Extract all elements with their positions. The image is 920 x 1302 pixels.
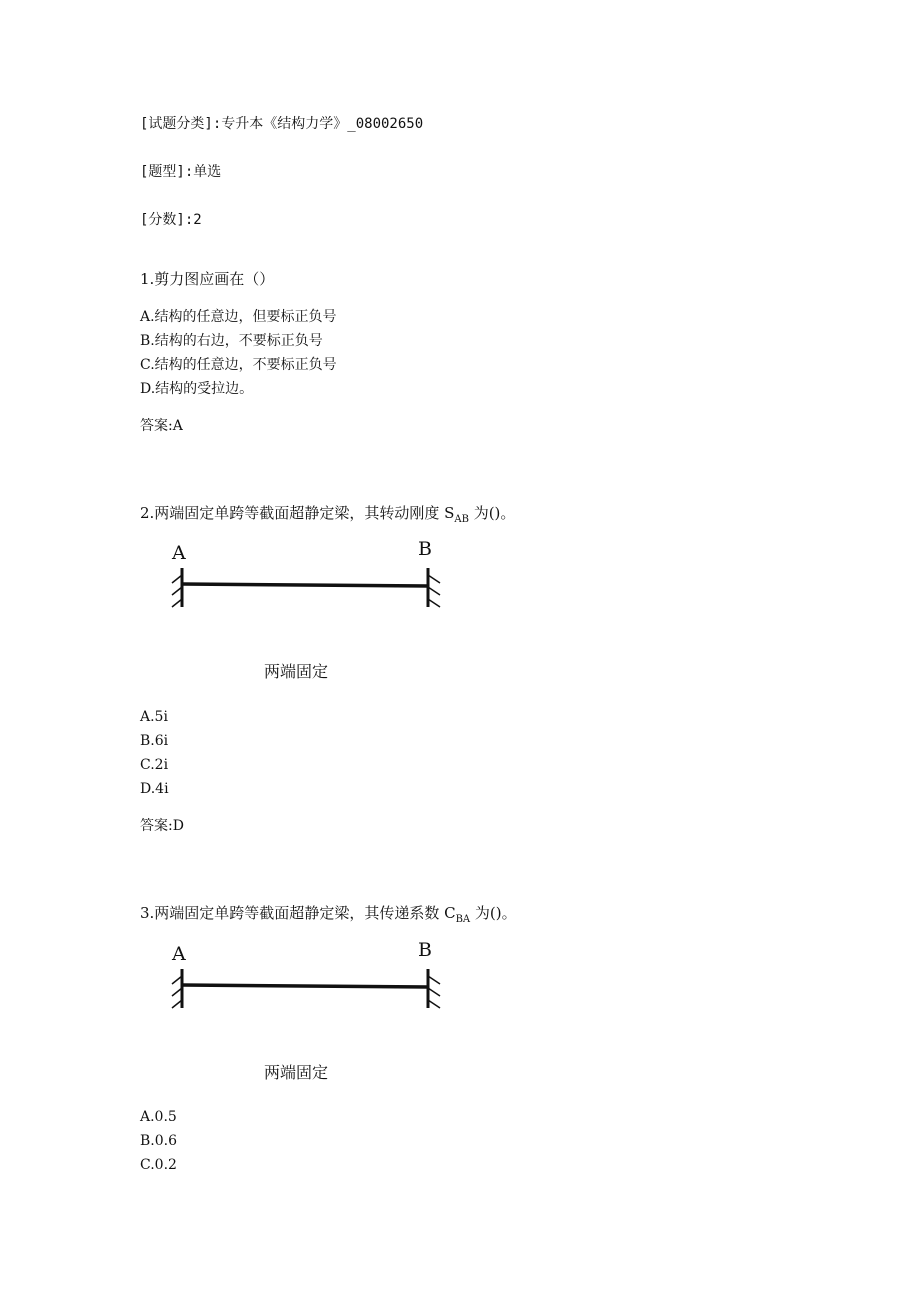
q3-option-c: C.0.2: [140, 1157, 177, 1173]
q1-option-b: B.结构的右边，不要标正负号: [140, 333, 323, 349]
q2-stem: [140, 503, 515, 530]
q2-right-hatch: [428, 575, 440, 607]
q3-stem-subscript: BA: [455, 914, 471, 925]
q1-stem: 1.剪力图应画在（）: [140, 270, 275, 288]
q3-right-hatch: [428, 976, 440, 1008]
question-type-line: [题型]:单选: [140, 164, 222, 180]
q1-answer: 答案:A: [140, 418, 183, 434]
q3-stem-text: 3.两端固定单跨等截面超静定梁，其传递系数 C: [140, 904, 456, 922]
q2-option-b: B.6i: [140, 733, 169, 749]
q3-label-a: A: [172, 943, 186, 965]
q1-option-a: A.结构的任意边，但要标正负号: [140, 309, 337, 325]
q1-option-d: D.结构的受拉边。: [140, 381, 254, 397]
q2-stem-subscript: AB: [454, 514, 469, 525]
q2-option-a: A.5i: [140, 709, 168, 725]
score-line: [分数]:2: [140, 212, 202, 228]
q2-label-b: B: [418, 538, 432, 560]
q3-figure-caption: 两端固定: [264, 1063, 329, 1082]
q2-option-c: C.2i: [140, 757, 169, 773]
q3-beam: [182, 985, 428, 987]
q2-fixed-beam-diagram: [160, 535, 460, 615]
q1-option-c: C.结构的任意边，不要标正负号: [140, 357, 337, 373]
q3-stem-tail: 为()。: [470, 904, 517, 922]
q3-label-b: B: [418, 939, 432, 961]
category-line: [试题分类]:专升本《结构力学》_08002650: [140, 116, 424, 132]
q2-figure-caption: 两端固定: [264, 662, 329, 681]
q2-label-a: A: [172, 542, 186, 564]
q2-answer: 答案:D: [140, 818, 184, 834]
q3-option-b: B.0.6: [140, 1133, 178, 1149]
q2-stem-text: 2.两端固定单跨等截面超静定梁，其转动刚度 S: [140, 504, 455, 522]
q2-option-d: D.4i: [140, 781, 169, 797]
q2-beam: [182, 584, 428, 586]
q3-stem: [140, 903, 517, 930]
q2-stem-tail: 为()。: [468, 504, 516, 522]
q3-fixed-beam-diagram: [160, 936, 460, 1016]
q3-option-a: A.0.5: [140, 1109, 177, 1125]
